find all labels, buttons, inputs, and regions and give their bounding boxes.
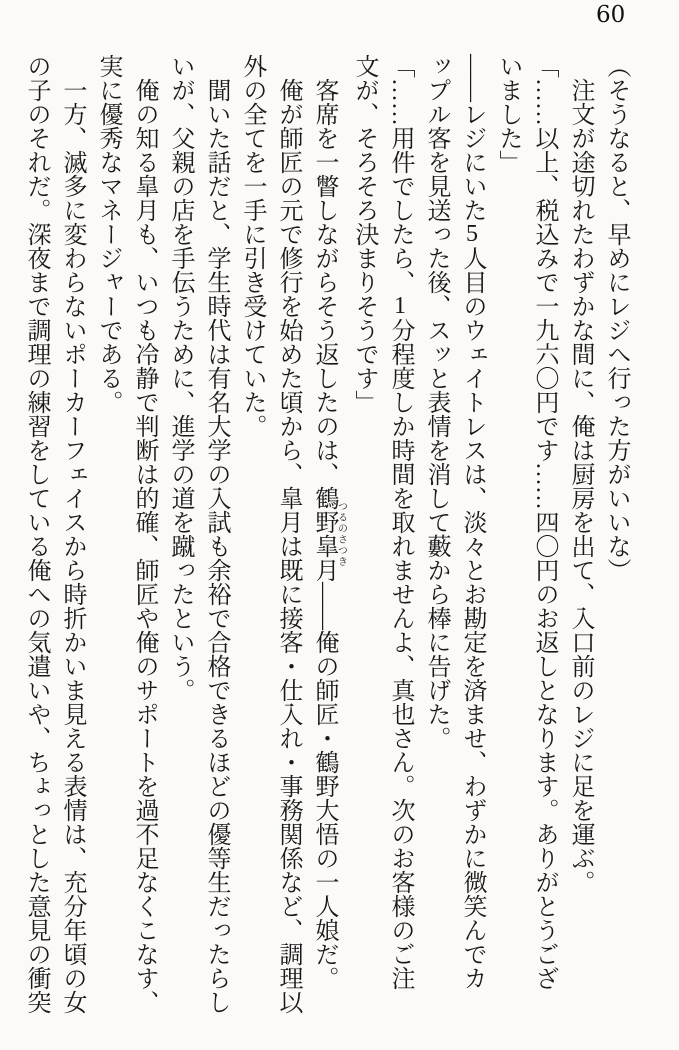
novel-text-block xyxy=(18,54,634,1016)
line-segment: 「……用件でしたら、 xyxy=(387,54,413,294)
text-line-dialogue: 「……以上、税込みで一九六〇円です……四〇円のお返しとなります。ありがとうござ xyxy=(531,54,557,990)
text-line-narration xyxy=(454,54,490,1016)
text-line-narration: 一方、滅多に変わらないポーカーフェイスから時折かいま見える表情は、充分年頃の女 xyxy=(59,54,85,1014)
line-segment: 客席を一瞥しながらそう返したのは、 xyxy=(311,54,337,486)
text-line-narration-continued: 外の全てを一手に引き受けていた。 xyxy=(239,54,265,438)
text-line-dialogue-continued: 文が、そろそろ決まりそうです」 xyxy=(351,54,377,414)
text-line-narration: 聞いた話だと、学生時代は有名大学の入試も余裕で合格できるほどの優等生だったらし xyxy=(203,54,229,1014)
line-segment: 分程度しか時間を取れませんよ、真也さん。次のお客様のご注 xyxy=(387,318,413,990)
text-line-narration-continued: ップル客を見送った後、スッと表情を消して藪から棒に告げた。 xyxy=(423,54,449,750)
text-line-thought: （そうなると、早めにレジへ行った方がいいな） xyxy=(603,54,629,582)
page-number: 60 xyxy=(596,2,626,28)
text-line-narration: 注文が途切れたわずかな間に、俺は厨房を出て、入口前のレジに足を運ぶ。 xyxy=(567,54,593,894)
character-name-ruby xyxy=(311,486,347,582)
text-line-narration-with-ruby xyxy=(306,54,346,1016)
tatechuyoko-digit: 5 xyxy=(466,222,478,246)
furigana: つるのさつき xyxy=(335,486,347,582)
text-line-narration: 俺の知る皐月も、いつも冷静で判断は的確、師匠や俺のサポートを過不足なくこなす、 xyxy=(131,54,157,1014)
text-line-narration-continued: の子のそれだ。深夜まで調理の練習をしている俺への気遣いや、ちょっとした意見の衝突 xyxy=(23,54,49,1014)
text-line-narration: 俺が師匠の元で修行を始めた頃から、皐月は既に接客・仕入れ・事務関係など、調理以 xyxy=(275,54,301,1014)
text-line-dialogue-continued: いました」 xyxy=(495,54,521,174)
line-segment: ――俺の師匠・鶴野大悟の一人娘だ。 xyxy=(311,582,337,990)
line-segment: 人目のウェイトレスは、淡々とお勘定を済ませ、わずかに微笑んでカ xyxy=(459,246,485,990)
text-line-dialogue xyxy=(382,54,418,1016)
text-line-narration-continued: 実に優秀なマネージャーである。 xyxy=(95,54,121,414)
ruby-base: 鶴野皐月 xyxy=(311,486,337,582)
text-line-narration-continued: いが、父親の店を手伝うために、進学の道を蹴ったという。 xyxy=(167,54,193,702)
tatechuyoko-digit: 1 xyxy=(394,294,406,318)
line-segment: ――レジにいた xyxy=(459,54,485,222)
